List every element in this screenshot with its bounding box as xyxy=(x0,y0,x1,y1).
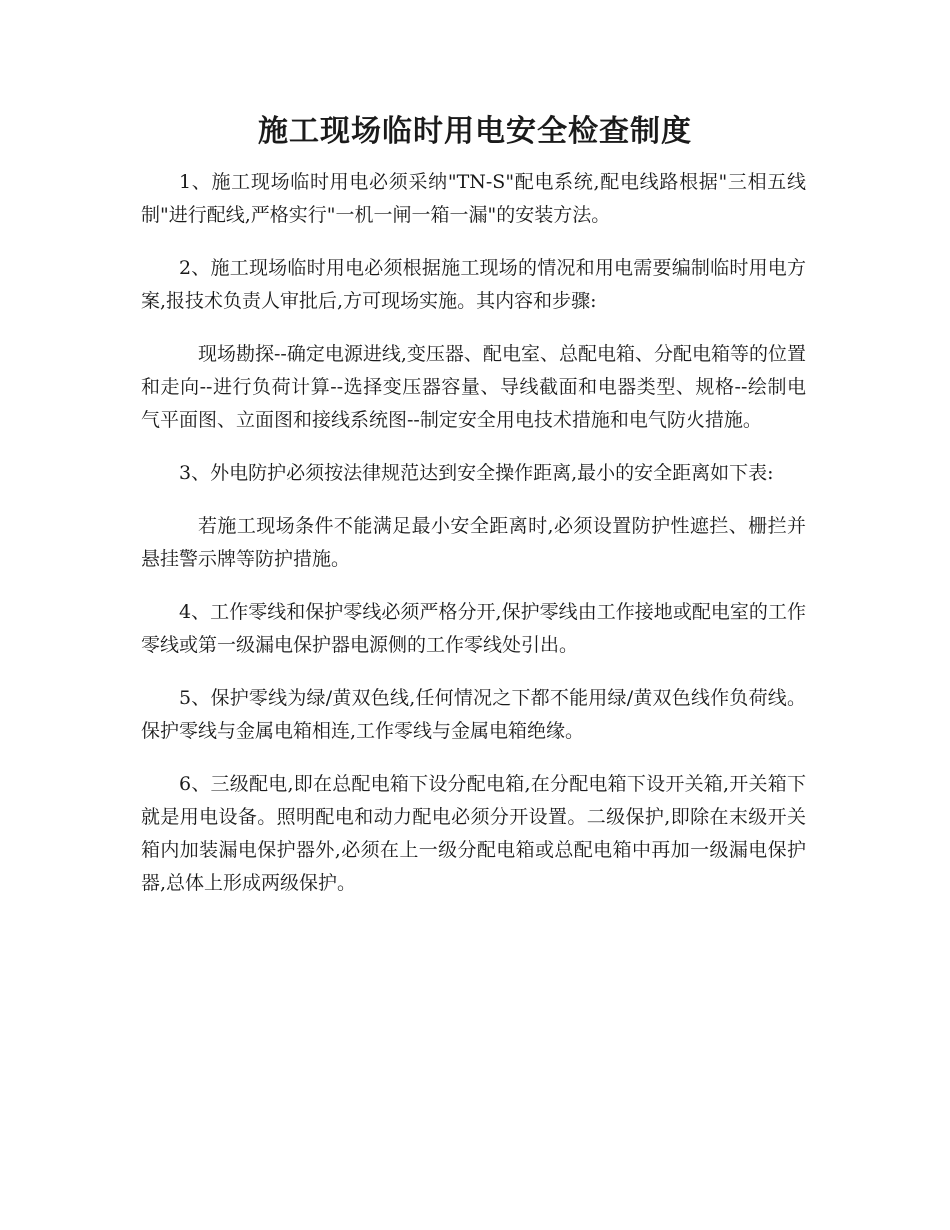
paragraph-2-power-plan: 2、施工现场临时用电必须根据施工现场的情况和用电需要编制临时用电方案,报技术负责人审批后,方可现场实施。其内容和步骤: xyxy=(141,257,806,312)
paragraph-plan-steps: 现场勘探--确定电源进线,变压器、配电室、总配电箱、分配电箱等的位置和走向--进行负荷计算--选择变压器容量、导线截面和电器类型、规格--绘制电气平面图、立面图和接线系统图--制定安全用电技术措施和电气防火措施。 xyxy=(141,343,806,431)
paragraph-4-neutral-lines: 4、工作零线和保护零线必须严格分开,保护零线由工作接地或配电室的工作零线或第一级漏电保护器电源侧的工作零线处引出。 xyxy=(141,601,806,656)
paragraph-5-protective-line: 5、保护零线为绿/黄双色线,任何情况之下都不能用绿/黄双色线作负荷线。保护零线与金属电箱相连,工作零线与金属电箱绝缘。 xyxy=(141,687,806,742)
paragraph-protection-measures: 若施工现场条件不能满足最小安全距离时,必须设置防护性遮拦、栅拦并悬挂警示牌等防护措施。 xyxy=(141,515,806,570)
document-title: 施工现场临时用电安全检查制度 xyxy=(258,114,692,149)
document-body xyxy=(141,166,806,920)
paragraph-1-power-system: 1、施工现场临时用电必须采纳"TN-S"配电系统,配电线路根据"三相五线制"进行配线,严格实行"一机一闸一箱一漏"的安装方法。 xyxy=(141,171,806,226)
paragraph-6-three-level-distribution: 6、三级配电,即在总配电箱下设分配电箱,在分配电箱下设开关箱,开关箱下就是用电设备。照明配电和动力配电必须分开设置。二级保护,即除在末级开关箱内加装漏电保护器外,必须在上一级分配电箱或总配电箱中再加一级漏电保护器,总体上形成两级保护。 xyxy=(141,773,806,894)
paragraph-3-external-protection: 3、外电防护必须按法律规范达到安全操作距离,最小的安全距离如下表: xyxy=(179,462,774,484)
